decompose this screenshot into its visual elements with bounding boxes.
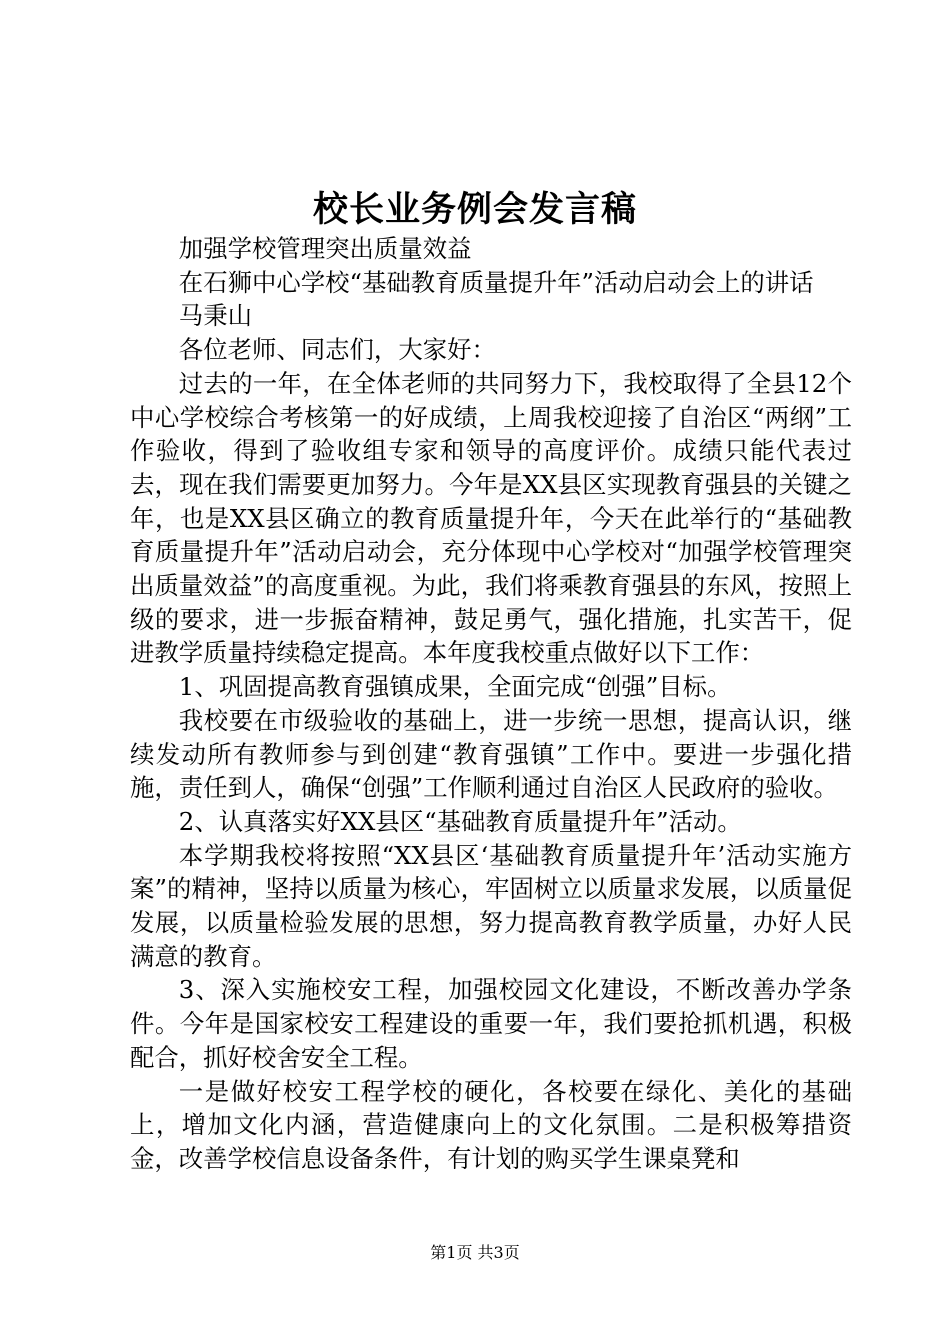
subtitle-paragraph: 加强学校管理突出质量效益 — [178, 234, 472, 263]
section-heading: 2、认真落实好XX县区“基础教育质量提升年”活动。 — [178, 806, 742, 836]
body-paragraph: 过去的一年，在全体老师的共同努力下，我校取得了全县12个中心学校综合考核第一的好成绩，上周我校迎接了自治区“两纲”工作验收，得到了验收组专家和领导的高度评价。成绩只能代表过去，现在我们需要更加努力。今年是XX县区实现教育强县的关键之年，也是XX县区确立的教育质量提升年，今天在此举行的“基础教育质量提升年”活动启动会，充分体现中心学校对“加强学校管理突出质量效益”的高度重视。为此，我们将乘教育强县的东风，按照上级的要求，进一步振奋精神，鼓足勇气，强化措施，扎实苦干，促进教学质量持续稳定提高。本年度我校重点做好以下工作： — [130, 368, 852, 668]
page-footer: 第1页 共3页 — [430, 1243, 520, 1262]
document-title: 校长业务例会发言稿 — [312, 189, 637, 230]
greeting-paragraph: 各位老师、同志们，大家好： — [178, 335, 496, 365]
body-paragraph: 本学期我校将按照“XX县区‘基础教育质量提升年’活动实施方案”的精神，坚持以质量为核心，牢固树立以质量求发展，以质量促发展，以质量检验发展的思想，努力提高教育教学质量，办好人民满意的教育。 — [130, 840, 852, 971]
body-paragraph: 我校要在市级验收的基础上，进一步统一思想，提高认识，继续发动所有教师参与到创建“教育强镇”工作中。要进一步强化措施，责任到人，确保“创强”工作顺利通过自治区人民政府的验收。 — [130, 705, 852, 803]
speech-occasion-paragraph: 在石狮中心学校“基础教育质量提升年”活动启动会上的讲话 — [178, 267, 814, 297]
document-body — [130, 232, 852, 1176]
section-heading: 3、深入实施校安工程，加强校园文化建设，不断改善办学条件。今年是国家校安工程建设的重要一年，我们要抢抓机遇，积极配合，抓好校舍安全工程。 — [130, 975, 852, 1072]
speaker-name: 马秉山 — [178, 301, 252, 331]
section-heading: 1、巩固提高教育强镇成果，全面完成“创强”目标。 — [178, 672, 732, 702]
body-paragraph: 一是做好校安工程学校的硬化，各校要在绿化、美化的基础上，增加文化内涵，营造健康向上的文化氛围。二是积极筹措资金，改善学校信息设备条件，有计划的购买学生课桌凳和 — [130, 1076, 852, 1173]
